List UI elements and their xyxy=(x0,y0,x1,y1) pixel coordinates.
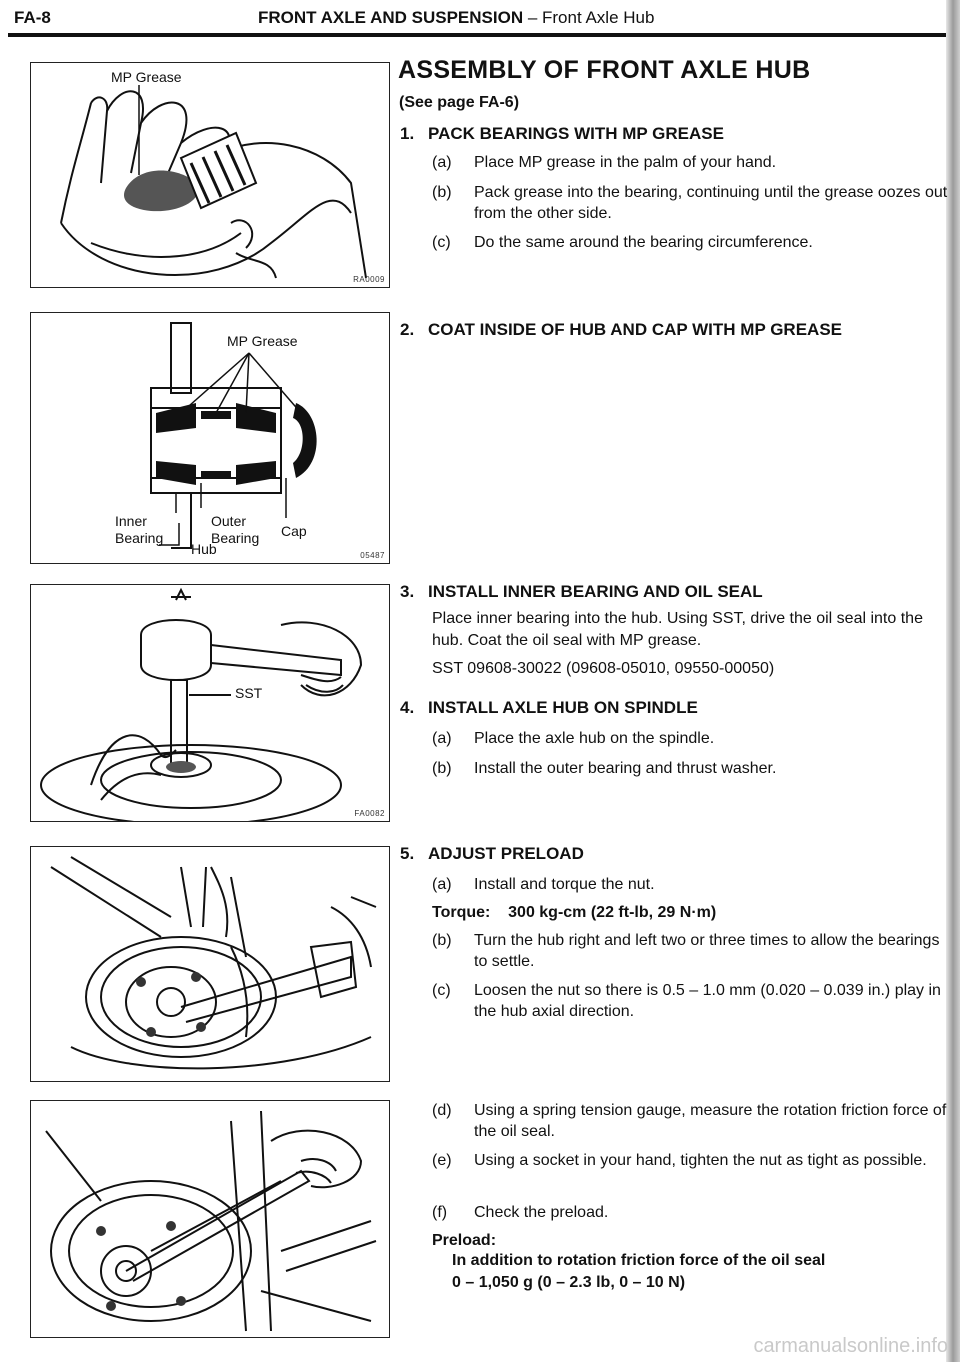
page-code: FA-8 xyxy=(14,8,51,27)
step-4-heading xyxy=(400,698,698,718)
sub-text: Loosen the nut so there is 0.5 – 1.0 mm (0.020 – 0.039 in.) play in the hub axial direction. xyxy=(474,982,941,1020)
figure-torque-nut xyxy=(30,846,390,1082)
inner-label: Inner xyxy=(115,513,147,529)
torque-value: 300 kg-cm (22 ft-lb, 29 N·m) xyxy=(508,904,717,921)
step-number: 3. xyxy=(400,582,415,601)
step-4a xyxy=(432,728,952,749)
step-4b xyxy=(432,758,952,779)
hub-section-diagram xyxy=(31,313,389,563)
sub-mark: (b) xyxy=(432,932,452,949)
sub-mark: (c) xyxy=(432,982,451,999)
sub-mark: (f) xyxy=(432,1204,448,1221)
figure-install-seal xyxy=(30,584,390,822)
sub-text: Place the axle hub on the spindle. xyxy=(474,730,715,747)
step-1a xyxy=(432,152,952,173)
sub-text: Place MP grease in the palm of your hand. xyxy=(474,154,777,171)
preload-line-2: 0 – 1,050 g (0 – 2.3 lb, 0 – 10 N) xyxy=(452,1274,686,1291)
step-1-heading xyxy=(400,124,724,144)
mp-grease-label: MP Grease xyxy=(227,333,298,349)
sub-text: Do the same around the bearing circumference. xyxy=(474,234,813,251)
inner-bearing-word: Bearing xyxy=(115,530,164,546)
preload-title: Preload: xyxy=(432,1232,497,1249)
section-title xyxy=(258,8,654,28)
sub-mark: (c) xyxy=(432,234,451,251)
sst-label: SST xyxy=(235,685,263,701)
mp-grease-label: MP Grease xyxy=(111,69,182,85)
sub-mark: (e) xyxy=(432,1152,452,1169)
sub-mark: (a) xyxy=(432,876,452,893)
see-page-ref: (See page FA-6) xyxy=(399,94,520,111)
step-title: INSTALL INNER BEARING AND OIL SEAL xyxy=(428,582,763,601)
sub-mark: (b) xyxy=(432,760,452,777)
watermark: carmanualsonline.info xyxy=(753,1335,948,1357)
step-5b xyxy=(432,930,952,972)
step-2-heading xyxy=(400,320,842,340)
figure-code: FA0082 xyxy=(354,809,385,818)
sub-text: Install the outer bearing and thrust washer. xyxy=(474,760,777,777)
step-5-heading xyxy=(400,844,584,864)
sub-mark: (b) xyxy=(432,184,452,201)
figure-spring-gauge xyxy=(30,1100,390,1338)
step-3-sst: SST 09608-30022 (09608-05010, 09550-00050) xyxy=(432,660,775,677)
step-number: 2. xyxy=(400,320,415,339)
torque-spec xyxy=(432,902,952,924)
spring-gauge-illustration xyxy=(31,1101,389,1337)
step-1b xyxy=(432,182,952,224)
step-number: 1. xyxy=(400,124,415,143)
page-header xyxy=(0,0,950,36)
figure-code: RA0009 xyxy=(353,275,385,284)
step-number: 5. xyxy=(400,844,415,863)
step-3-paragraph: Place inner bearing into the hub. Using SST, drive the oil seal into the hub. Coat the oil seal with MP grease. xyxy=(432,610,923,649)
sub-text: Check the preload. xyxy=(474,1204,609,1221)
step-5d xyxy=(432,1100,952,1142)
hub-label: Hub xyxy=(191,541,217,557)
preload-label xyxy=(432,1230,952,1252)
outer-label: Outer xyxy=(211,513,247,529)
step-3-heading xyxy=(400,582,763,602)
step-title: COAT INSIDE OF HUB AND CAP WITH MP GREASE xyxy=(428,320,843,339)
sub-mark: (d) xyxy=(432,1102,452,1119)
step-5e xyxy=(432,1150,952,1171)
sub-mark: (a) xyxy=(432,730,452,747)
hammer-sst-illustration xyxy=(31,585,389,821)
sub-text: Pack grease into the bearing, continuing until the grease oozes out from the other side. xyxy=(474,184,948,222)
figure-hub-section xyxy=(30,312,390,564)
sub-text: Using a socket in your hand, tighten the nut as tight as possible. xyxy=(474,1152,927,1169)
outer-bearing-label xyxy=(211,513,259,547)
step-5c xyxy=(432,980,952,1022)
sub-text: Install and torque the nut. xyxy=(474,876,655,893)
sub-mark: (a) xyxy=(432,154,452,171)
step-5f xyxy=(432,1202,952,1223)
sub-text: Using a spring tension gauge, measure the rotation friction force of the oil seal. xyxy=(474,1102,947,1140)
step-title: INSTALL AXLE HUB ON SPINDLE xyxy=(428,698,698,717)
step-1c xyxy=(432,232,952,253)
hand-bearing-illustration xyxy=(31,63,389,287)
preload-line-1: In addition to rotation friction force of the oil seal xyxy=(452,1252,826,1269)
header-rule xyxy=(8,33,950,37)
torque-label: Torque: xyxy=(432,904,491,921)
inner-bearing-label xyxy=(115,513,163,547)
step-5a xyxy=(432,874,952,895)
step-title: PACK BEARINGS WITH MP GREASE xyxy=(428,124,724,143)
step-number: 4. xyxy=(400,698,415,717)
cap-label: Cap xyxy=(281,523,307,539)
subsection-name: – Front Axle Hub xyxy=(527,8,655,27)
section-name: FRONT AXLE AND SUSPENSION xyxy=(258,8,524,27)
outer-bearing-word: Bearing xyxy=(211,530,260,546)
torque-wrench-illustration xyxy=(31,847,389,1081)
figure-pack-bearing xyxy=(30,62,390,288)
page-title: ASSEMBLY OF FRONT AXLE HUB xyxy=(398,56,811,84)
sub-text: Turn the hub right and left two or three times to allow the bearings to settle. xyxy=(474,932,940,970)
figure-code: 05487 xyxy=(360,551,385,560)
step-title: ADJUST PRELOAD xyxy=(428,844,584,863)
